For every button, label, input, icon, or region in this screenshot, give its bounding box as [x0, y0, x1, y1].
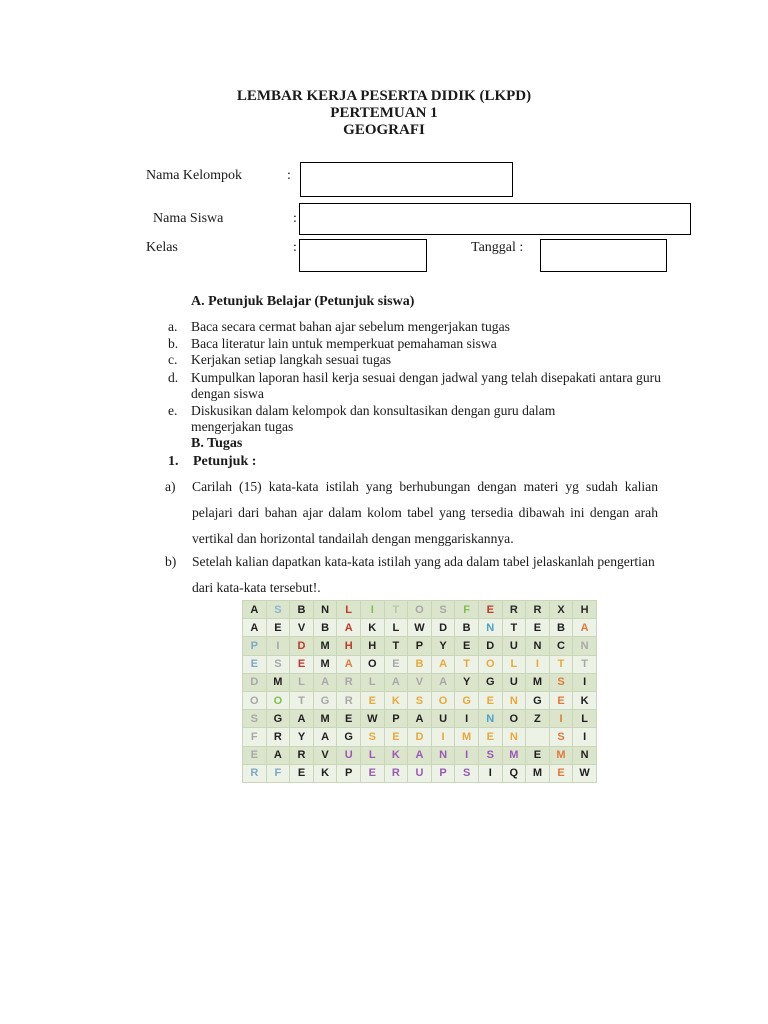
grid-cell[interactable]: Y: [455, 673, 479, 691]
grid-cell[interactable]: T: [384, 601, 408, 619]
grid-row: [243, 619, 597, 637]
grid-cell[interactable]: U: [502, 637, 526, 655]
grid-cell[interactable]: O: [431, 691, 455, 709]
instruction-item: Kumpulkan laporan hasil kerja sesuai dengan jadwal yang telah disepakati antara guru dengan siswa: [191, 370, 661, 401]
grid-cell[interactable]: I: [455, 710, 479, 728]
grid-cell[interactable]: P: [337, 764, 361, 782]
grid-cell[interactable]: L: [360, 673, 384, 691]
section-b-heading: B. Tugas: [191, 436, 243, 451]
grid-cell[interactable]: A: [384, 673, 408, 691]
grid-cell[interactable]: A: [431, 655, 455, 673]
grid-cell[interactable]: E: [337, 710, 361, 728]
grid-cell[interactable]: B: [313, 619, 337, 637]
grid-cell[interactable]: E: [478, 601, 502, 619]
date-label: Tanggal :: [471, 240, 524, 255]
grid-row: [243, 710, 597, 728]
grid-cell[interactable]: S: [408, 691, 432, 709]
grid-cell[interactable]: E: [455, 637, 479, 655]
grid-cell[interactable]: A: [243, 619, 267, 637]
grid-cell[interactable]: D: [243, 673, 267, 691]
grid-cell[interactable]: N: [431, 746, 455, 764]
grid-cell[interactable]: M: [526, 764, 550, 782]
grid-cell[interactable]: Y: [290, 728, 314, 746]
grid-cell[interactable]: X: [549, 601, 573, 619]
grid-cell[interactable]: D: [408, 728, 432, 746]
grid-cell[interactable]: E: [549, 764, 573, 782]
grid-cell[interactable]: N: [502, 691, 526, 709]
grid-cell[interactable]: E: [243, 655, 267, 673]
grid-cell[interactable]: B: [290, 601, 314, 619]
grid-cell[interactable]: G: [313, 691, 337, 709]
student-name-field[interactable]: [299, 203, 691, 235]
grid-cell[interactable]: N: [478, 619, 502, 637]
list-marker: d.: [168, 370, 179, 385]
grid-cell[interactable]: W: [573, 764, 597, 782]
grid-cell[interactable]: M: [313, 637, 337, 655]
grid-cell[interactable]: N: [573, 746, 597, 764]
grid-row: [243, 746, 597, 764]
list-marker: b): [165, 554, 177, 569]
class-colon: :: [293, 240, 297, 255]
grid-cell[interactable]: I: [431, 728, 455, 746]
grid-cell[interactable]: K: [384, 746, 408, 764]
grid-cell[interactable]: M: [266, 673, 290, 691]
grid-cell[interactable]: A: [290, 710, 314, 728]
grid-cell[interactable]: D: [431, 619, 455, 637]
grid-cell[interactable]: U: [431, 710, 455, 728]
class-label: Kelas: [146, 240, 178, 255]
grid-cell[interactable]: N: [502, 728, 526, 746]
grid-cell[interactable]: H: [337, 637, 361, 655]
grid-cell[interactable]: E: [549, 691, 573, 709]
grid-row: [243, 691, 597, 709]
grid-cell[interactable]: R: [502, 601, 526, 619]
task-number: 1.: [168, 454, 179, 469]
subject-title: GEOGRAFI: [343, 122, 425, 138]
grid-cell[interactable]: Z: [526, 710, 550, 728]
grid-cell[interactable]: F: [243, 728, 267, 746]
grid-cell[interactable]: A: [408, 710, 432, 728]
grid-cell[interactable]: U: [408, 764, 432, 782]
grid-cell[interactable]: N: [573, 637, 597, 655]
grid-cell[interactable]: N: [526, 637, 550, 655]
list-marker: c.: [168, 352, 178, 367]
grid-cell[interactable]: I: [573, 673, 597, 691]
grid-cell[interactable]: I: [573, 728, 597, 746]
grid-cell[interactable]: T: [384, 637, 408, 655]
grid-cell[interactable]: S: [243, 710, 267, 728]
grid-cell[interactable]: W: [360, 710, 384, 728]
grid-cell[interactable]: M: [526, 673, 550, 691]
grid-cell[interactable]: S: [455, 764, 479, 782]
grid-cell[interactable]: T: [573, 655, 597, 673]
grid-cell[interactable]: E: [478, 728, 502, 746]
grid-cell[interactable]: R: [526, 601, 550, 619]
grid-cell[interactable]: C: [549, 637, 573, 655]
grid-cell[interactable]: B: [408, 655, 432, 673]
grid-cell[interactable]: B: [455, 619, 479, 637]
grid-cell[interactable]: I: [360, 601, 384, 619]
grid-cell[interactable]: A: [431, 673, 455, 691]
grid-cell[interactable]: I: [478, 764, 502, 782]
grid-cell[interactable]: F: [455, 601, 479, 619]
grid-row: [243, 728, 597, 746]
grid-cell[interactable]: O: [502, 710, 526, 728]
grid-cell[interactable]: G: [526, 691, 550, 709]
grid-cell[interactable]: T: [549, 655, 573, 673]
grid-cell[interactable]: W: [408, 619, 432, 637]
grid-cell[interactable]: T: [502, 619, 526, 637]
group-name-label: Nama Kelompok: [146, 168, 243, 183]
grid-cell[interactable]: M: [502, 746, 526, 764]
grid-cell[interactable]: F: [266, 764, 290, 782]
grid-cell[interactable]: O: [243, 691, 267, 709]
word-search-grid: [242, 600, 597, 783]
grid-cell[interactable]: G: [266, 710, 290, 728]
grid-cell[interactable]: A: [313, 673, 337, 691]
grid-cell[interactable]: P: [431, 764, 455, 782]
student-name-label: Nama Siswa: [153, 211, 224, 226]
grid-cell[interactable]: G: [455, 691, 479, 709]
grid-cell[interactable]: N: [478, 710, 502, 728]
grid-cell[interactable]: S: [478, 746, 502, 764]
grid-cell[interactable]: E: [266, 619, 290, 637]
grid-cell[interactable]: K: [313, 764, 337, 782]
grid-cell[interactable]: E: [526, 746, 550, 764]
grid-cell[interactable]: [526, 728, 550, 746]
group-name-colon: :: [287, 168, 291, 183]
grid-cell[interactable]: T: [455, 655, 479, 673]
instruction-item: Diskusikan dalam kelompok dan konsultasikan dengan guru dalam mengerjakan tugas: [191, 403, 556, 434]
grid-cell[interactable]: O: [478, 655, 502, 673]
grid-cell[interactable]: H: [360, 637, 384, 655]
grid-cell[interactable]: S: [431, 601, 455, 619]
grid-cell[interactable]: I: [266, 637, 290, 655]
grid-cell[interactable]: G: [478, 673, 502, 691]
grid-cell[interactable]: K: [360, 619, 384, 637]
section-a-heading: A. Petunjuk Belajar (Petunjuk siswa): [191, 294, 415, 309]
grid-cell[interactable]: E: [526, 619, 550, 637]
grid-cell[interactable]: P: [408, 637, 432, 655]
grid-cell[interactable]: L: [337, 601, 361, 619]
grid-cell[interactable]: E: [360, 691, 384, 709]
list-marker: b.: [168, 336, 179, 351]
grid-cell[interactable]: O: [266, 691, 290, 709]
grid-cell[interactable]: S: [360, 728, 384, 746]
grid-cell[interactable]: M: [455, 728, 479, 746]
student-name-colon: :: [293, 211, 297, 226]
grid-cell[interactable]: E: [360, 764, 384, 782]
meeting-title: PERTEMUAN 1: [330, 105, 438, 121]
grid-row: [243, 655, 597, 673]
grid-cell[interactable]: Y: [431, 637, 455, 655]
grid-cell[interactable]: U: [502, 673, 526, 691]
grid-cell[interactable]: L: [502, 655, 526, 673]
grid-cell[interactable]: A: [408, 746, 432, 764]
grid-cell[interactable]: R: [243, 764, 267, 782]
grid-cell[interactable]: V: [313, 746, 337, 764]
instruction-item: Baca literatur lain untuk memperkuat pemahaman siswa: [191, 336, 497, 351]
grid-cell[interactable]: S: [549, 673, 573, 691]
grid-cell[interactable]: S: [266, 655, 290, 673]
list-marker: a): [165, 479, 176, 494]
word-search-puzzle: [242, 600, 597, 783]
grid-row: [243, 764, 597, 782]
grid-cell[interactable]: A: [573, 619, 597, 637]
grid-cell[interactable]: L: [573, 710, 597, 728]
list-marker: a.: [168, 319, 178, 334]
grid-cell[interactable]: T: [290, 691, 314, 709]
grid-cell[interactable]: A: [243, 601, 267, 619]
grid-cell[interactable]: V: [408, 673, 432, 691]
task-item: Carilah (15) kata-kata istilah yang berhubungan dengan materi yg sudah kalian pelajari dari bahan ajar dalam kolom tabel yang tersedia dibawah ini dengan arah vertikal dan horizontal tandailah dengan menggariskannya.: [192, 479, 658, 546]
grid-cell[interactable]: K: [384, 691, 408, 709]
grid-cell[interactable]: E: [478, 691, 502, 709]
grid-cell[interactable]: G: [337, 728, 361, 746]
grid-cell[interactable]: B: [549, 619, 573, 637]
task-item: Setelah kalian dapatkan kata-kata istilah yang ada dalam tabel jelaskanlah pengertian dari kata-kata tersebut!.: [192, 554, 655, 595]
worksheet-title: LEMBAR KERJA PESERTA DIDIK (LKPD): [236, 88, 532, 104]
grid-cell[interactable]: E: [290, 764, 314, 782]
grid-cell[interactable]: E: [290, 655, 314, 673]
grid-cell[interactable]: H: [573, 601, 597, 619]
grid-row: [243, 601, 597, 619]
grid-cell[interactable]: Q: [502, 764, 526, 782]
grid-cell[interactable]: A: [313, 728, 337, 746]
grid-cell[interactable]: E: [384, 655, 408, 673]
grid-cell[interactable]: V: [290, 619, 314, 637]
grid-cell[interactable]: L: [384, 619, 408, 637]
instruction-item: Baca secara cermat bahan ajar sebelum mengerjakan tugas: [191, 319, 510, 334]
grid-cell[interactable]: R: [337, 673, 361, 691]
grid-cell[interactable]: R: [384, 764, 408, 782]
grid-cell[interactable]: M: [313, 710, 337, 728]
grid-cell[interactable]: E: [384, 728, 408, 746]
list-marker: e.: [168, 403, 178, 418]
class-field[interactable]: [299, 239, 427, 272]
group-name-field[interactable]: [300, 162, 513, 197]
grid-cell[interactable]: E: [243, 746, 267, 764]
grid-cell[interactable]: M: [549, 746, 573, 764]
grid-cell[interactable]: P: [384, 710, 408, 728]
grid-cell[interactable]: S: [266, 601, 290, 619]
grid-cell[interactable]: I: [549, 710, 573, 728]
grid-cell[interactable]: U: [337, 746, 361, 764]
grid-cell[interactable]: D: [290, 637, 314, 655]
grid-cell[interactable]: O: [360, 655, 384, 673]
grid-cell[interactable]: S: [549, 728, 573, 746]
grid-cell[interactable]: I: [455, 746, 479, 764]
grid-cell[interactable]: R: [266, 728, 290, 746]
grid-cell[interactable]: A: [337, 655, 361, 673]
grid-row: [243, 673, 597, 691]
grid-cell[interactable]: N: [313, 601, 337, 619]
grid-cell[interactable]: A: [266, 746, 290, 764]
grid-row: [243, 637, 597, 655]
grid-cell[interactable]: K: [573, 691, 597, 709]
grid-cell[interactable]: D: [478, 637, 502, 655]
grid-cell[interactable]: L: [290, 673, 314, 691]
grid-cell[interactable]: R: [337, 691, 361, 709]
grid-cell[interactable]: P: [243, 637, 267, 655]
grid-cell[interactable]: L: [360, 746, 384, 764]
task-instructions-heading: Petunjuk :: [193, 454, 257, 469]
grid-cell[interactable]: I: [526, 655, 550, 673]
instruction-item: Kerjakan setiap langkah sesuai tugas: [191, 352, 392, 367]
date-field[interactable]: [540, 239, 667, 272]
grid-cell[interactable]: A: [337, 619, 361, 637]
grid-cell[interactable]: R: [290, 746, 314, 764]
grid-cell[interactable]: M: [313, 655, 337, 673]
grid-cell[interactable]: O: [408, 601, 432, 619]
